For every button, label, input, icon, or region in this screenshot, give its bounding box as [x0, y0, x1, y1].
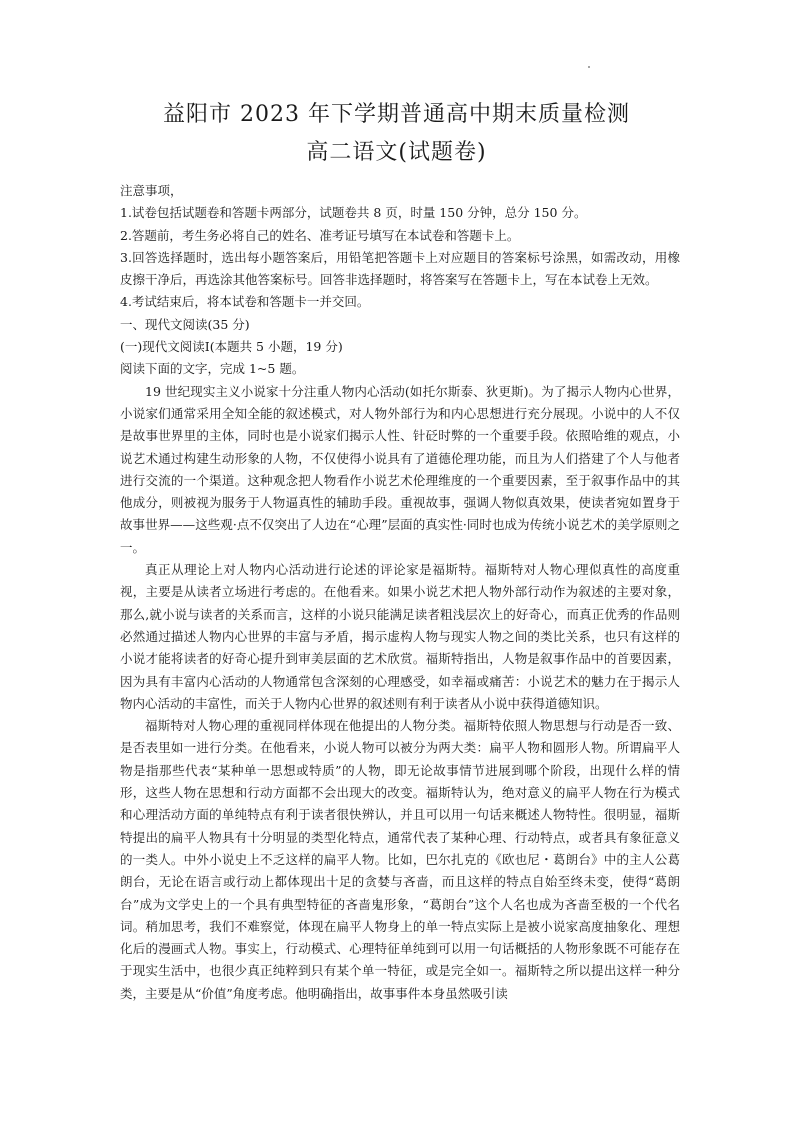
page-title: 益阳市 2023 年下学期普通高中期末质量检测: [163, 102, 630, 127]
notice-item-2: 2.答题前，考生务必将自己的姓名、准考证号填写在本试卷和答题卡上。: [120, 227, 520, 243]
section-instruction: 阅读下面的文字，完成 1~5 题。: [120, 361, 305, 377]
notice-item-4: 4.考试结束后，将本试卷和答题卡一并交回。: [120, 294, 370, 310]
passage-paragraph-3: 福斯特对人物心理的重视同样体现在他提出的人物分类。福斯特依照人物思想与行动是否一致、是否表里如一进行分类。在他看来，小说人物可以被分为两大类：扁平人物和圆形人物。所谓扁平人物是指那些代表“某种单一思想或特质”的人物，即无论故事情节进展到哪个阶段，出现什么样的情形，这些人物在思想和行动方面都不会出现大的改变。福斯特认为，绝对意义的扁平人物在行为模式和心理活动方面的单纯特点有利于读者很快辨认，并且可以用一句话来概述人物特性。很明显，福斯特提出的扁平人物具有十分明显的类型化特点，通常代表了某种心理、行动特点，或者具有象征意义的一类人。中外小说史上不乏这样的扁平人物。比如，巴尔扎克的《欧也尼・葛朗台》中的主人公葛朗台，无论在语言或行动上都体现出十足的贪婪与吝啬，而且这样的特点自始至终未变，使得“葛朗台”成为文学史上的一个具有典型特征的吝啬鬼形象，“葛朗台”这个人名也成为吝啬至极的一个代名词。稍加思考，我们不难察觉，体现在扁平人物身上的单一特点实际上是被小说家高度抽象化、理想化后的漫画式人物。事实上，行动模式、心理特征单纯到可以用一句话概括的人物形象既不可能存在于现实生活中，也很少真正纯粹到只有某个单一特征，或是完全如一。福斯特之所以提出这样一种分类，主要是从“价值”角度考虑。他明确指出，故事事件本身虽然吸引读: [120, 718, 680, 1001]
passage-paragraph-1: 19 世纪现实主义小说家十分注重人物内心活动(如托尔斯泰、狄更斯)。为了揭示人物内心世界，小说家们通常采用全知全能的叙述模式，对人物外部行为和内心思想进行充分展现。小说中的人不仅是故事世界里的主体，同时也是小说家们揭示人性、针砭时弊的一个重要手段。依照哈维的观点，小说艺术通过构建生动形象的人物，不仅使得小说具有了道德伦理功能，而且为人们搭建了个人与他者进行交流的一个渠道。这种观念把人物看作小说艺术伦理维度的一个重要因素，至于叙事作品中的其他成分，则被视为服务于人物逼真性的辅助手段。重视故事，强调人物似真效果，使读者宛如置身于故事世界——这些观·点不仅突出了人边在“心理”层面的真实性·同时也成为传统小说艺术的美学原则之一。: [120, 383, 680, 555]
document-body: [120, 180, 680, 1005]
page-subtitle: 高二语文(试题卷): [306, 140, 487, 165]
notice-heading: 注意事项，: [120, 183, 183, 198]
notice-item-1: 1.试卷包括试题卷和答题卡两部分，试题卷共 8 页，时量 150 分钟，总分 150 分。: [120, 205, 587, 221]
passage-paragraph-2: 真正从理论上对人物内心活动进行论述的评论家是福斯特。福斯特对人物心理似真性的高度重视，主要是从读者立场进行考虑的。在他看来。如果小说艺术把人物外部行动作为叙述的主要对象，那么,就小说与读者的关系而言，这样的小说只能满足读者粗浅层次上的好奇心，而真正优秀的作品则必然通过描述人物内心世界的丰富与矛盾，揭示虚构人物与现实人物之间的类比关系，也只有这样的小说才能将读者的好奇心提升到审美层面的艺术欣赏。福斯特指出，人物是叙事作品中的首要因素，因为具有丰富内心活动的人物通常包含深刻的心理感受，如幸福或痛苦：小说艺术的魅力在于揭示人物内心活动的丰富性，而关于人物内心世界的叙述则有利于读者从小说中获得道德知识。: [120, 562, 680, 711]
section-heading: 一、现代文阅读(35 分): [120, 316, 250, 332]
scan-speck: [588, 66, 590, 68]
notice-item-3: 3.回答选择题时，选出每小题答案后，用铅笔把答题卡上对应题目的答案标号涂黑，如需改动，用橡皮擦干净后，再选涂其他答案标号。回答非选择题时，将答案写在答题卡上，写在本试卷上无效。: [120, 249, 680, 288]
section-subheading: (一)现代文阅读Ⅰ(本题共 5 小题，19 分): [120, 339, 343, 355]
